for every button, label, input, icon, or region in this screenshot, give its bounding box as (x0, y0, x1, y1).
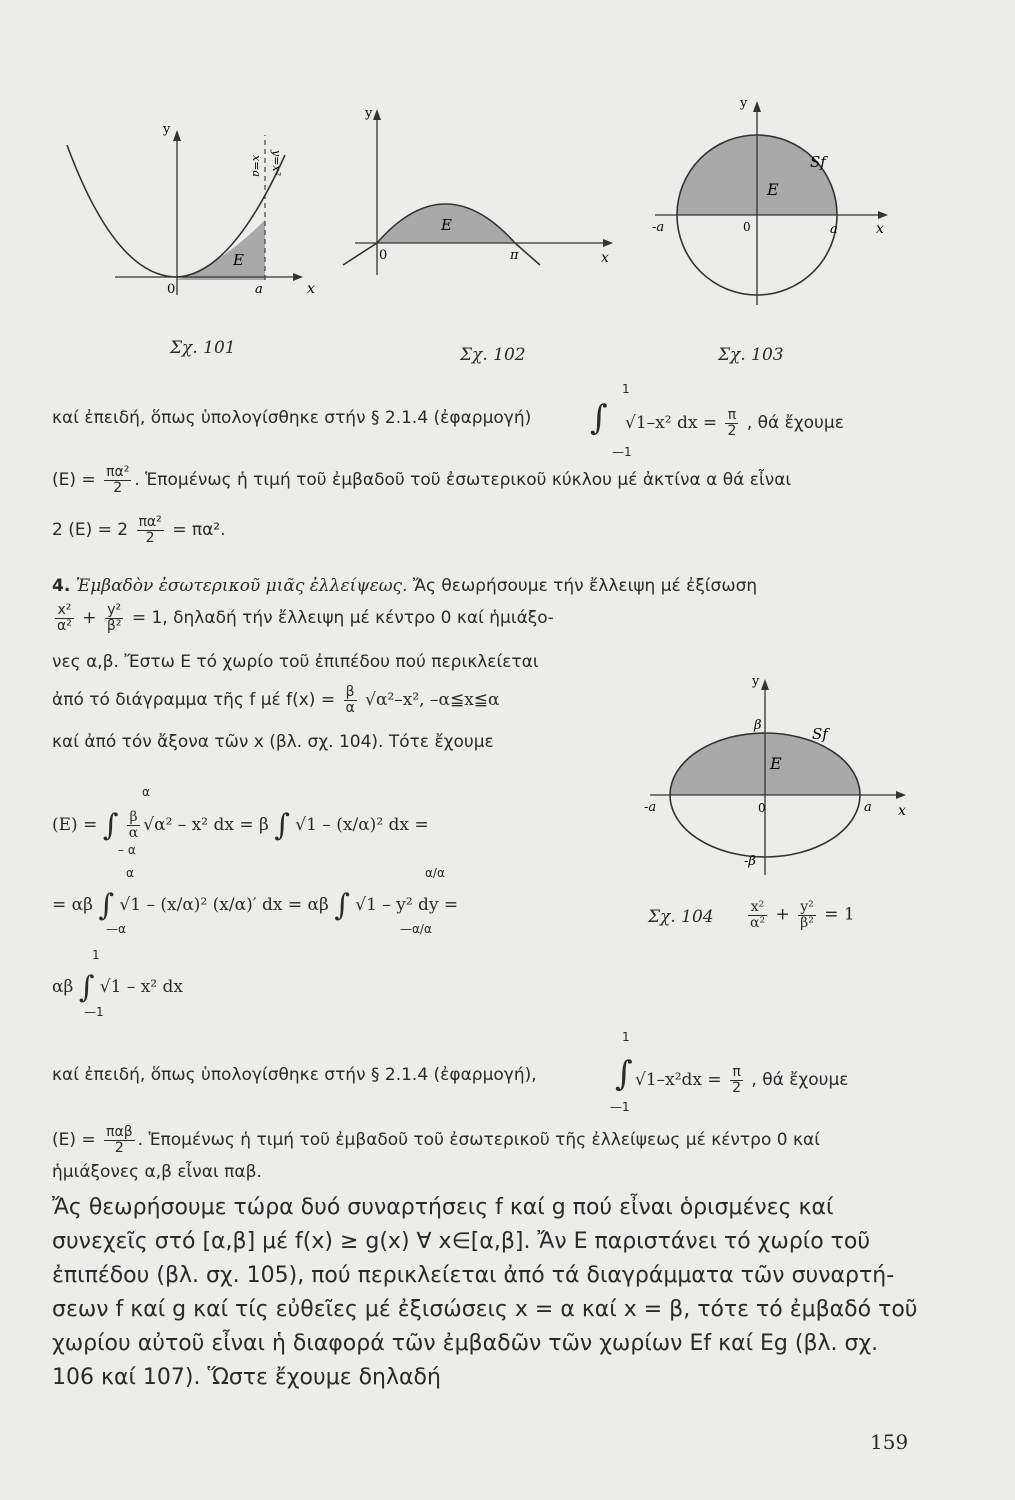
text-line-e3: ἀπό τό διάγραμμα τῆς f μέ f(x) = $\frac{\beta}{\alpha}$ √α²–x², –α≦x≦α (52, 684, 500, 716)
text-line-e4: καί ἀπό τόν ἄξονα τῶν x (βλ. σχ. 104). Τότε ἔχουμε (52, 732, 494, 752)
paragraph-line-4: σεων f καί g καί τίς εὐθεῖες μέ ἐξισώσεις x = α καί x = β, τότε τό ἐμβαδό τοῦ (52, 1297, 918, 1322)
eq2-limit-bottom-2: —α/α (400, 922, 432, 936)
fig103-caption: Σχ. 103 (718, 345, 784, 365)
fig103-curve-label: Sf (810, 153, 826, 171)
fig104-curve-label: Sf (812, 725, 828, 743)
fig104-region: E (770, 754, 782, 773)
eq2-limit-top-1: α (126, 866, 134, 880)
paragraph-line-5: χωρίου αὐτοῦ εἶναι ἡ διαφορά τῶν ἐμβαδῶν τῶν χωρίων Ef καί Eg (βλ. σχ. (52, 1331, 879, 1356)
fig101-line-label: x=a (250, 155, 263, 177)
fig102-pi: π (510, 248, 519, 263)
fig103-y: y (740, 96, 748, 111)
paragraph-line-6: 106 καί 107). Ὥστε ἔχουμε δηλαδή (52, 1365, 441, 1390)
fig103-origin: 0 (743, 220, 751, 234)
fig101-a: a (255, 282, 263, 297)
figure-103 (640, 95, 900, 315)
text-line-e2: νες α,β. Ἔστω E τό χωρίο τοῦ ἐπιπέδου πού περικλείεται (52, 652, 539, 672)
fig102-y: y (365, 106, 373, 121)
figure-102 (335, 95, 625, 295)
fig101-curve-label: y=x² (270, 150, 283, 177)
integral-bottom-1: —1 (612, 445, 632, 459)
fig103-region: E (767, 180, 779, 199)
equation-3: αβ ∫ √1 – x² dx (52, 970, 183, 1005)
equation-2: = αβ ∫ √1 – (x/α)² (x/α)′ dx = αβ ∫ √1 – y² dy = (52, 888, 459, 923)
equation-1: (E) = ∫ $\frac{\beta}{\alpha}$ √α² – x² dx = β ∫ √1 – (x/α)² dx = (52, 808, 429, 843)
integral-sign-1: ∫ (590, 398, 608, 438)
fig103-a: a (830, 222, 838, 237)
text-line-1: καί ἐπειδή, ὅπως ὑπολογίσθηκε στήν § 2.1.4 (ἐφαρμογή) (52, 408, 532, 428)
paragraph-line-3: ἐπιπέδου (βλ. σχ. 105), πού περικλείεται ἀπό τά διαγράμματα τῶν συναρτή- (52, 1263, 895, 1288)
figure-101 (55, 115, 335, 300)
fig104-x: x (898, 803, 906, 819)
fig101-region: E (233, 251, 244, 269)
integral-top-4: 1 (622, 1030, 630, 1044)
fig104-origin: 0 (758, 801, 766, 815)
fig104-neg-a: -a (644, 800, 657, 815)
fig104-a: a (864, 800, 872, 815)
fig103-neg-a: -a (652, 220, 665, 235)
page-number: 159 (870, 1430, 909, 1454)
figure-104 (640, 655, 930, 885)
integral-sign-4: ∫ (615, 1054, 633, 1094)
text-line-4: καί ἐπειδή, ὅπως ὑπολογίσθηκε στήν § 2.1.4 (ἐφαρμογή), (52, 1065, 537, 1085)
fig104-y: y (752, 674, 760, 689)
fig101-caption: Σχ. 101 (170, 338, 236, 358)
fig102-caption: Σχ. 102 (460, 345, 526, 365)
eq3-limit-top: 1 (92, 948, 100, 962)
eq1-limit-top: α (142, 785, 150, 799)
fig102-x: x (601, 250, 609, 266)
fig104-caption: Σχ. 104 (648, 907, 714, 927)
integral-bottom-4: —1 (610, 1100, 630, 1114)
fig104-b: β (754, 718, 762, 733)
region-e-fill (175, 220, 265, 280)
text-line-2: (E) = $\frac{\text{πα²}}{2}$ . Ἑπομένως ἡ τιμή τοῦ ἐμβαδοῦ τοῦ ἐσωτερικοῦ κύκλου μέ ἀκτίνα α θά εἶναι (52, 464, 792, 496)
paragraph-line-1: Ἄς θεωρήσουμε τώρα δυό συναρτήσεις f καί g πού εἶναι ὁρισμένες καί (52, 1195, 834, 1220)
text-line-3: 2 (E) = 2 $\frac{\text{πα²}}{2}$ = πα². (52, 514, 226, 546)
eq1-limit-bottom: – α (118, 843, 136, 857)
fig104-equation: $\frac{\text{x²}}{\text{α²}}$ + $\frac{\text{y²}}{\text{β²}}$ = 1 (750, 899, 855, 931)
fig101-origin: 0 (167, 282, 176, 297)
fig101-x: x (307, 281, 315, 297)
eq3-limit-bottom: —1 (84, 1005, 104, 1019)
eq2-limit-top-2: α/α (425, 866, 445, 880)
fig104-neg-b: -β (744, 854, 756, 869)
paragraph-line-2: συνεχεῖς στό [α,β] μέ f(x) ≥ g(x) ∀ x∈[α,β]. Ἄν E παριστάνει τό χωρίο τοῦ (52, 1229, 871, 1254)
section-heading: 4. Ἐμβαδὸν ἐσωτερικοῦ μιᾶς ἐλλείψεως. Ἄς θεωρήσουμε τήν ἔλλειψη μέ ἐξίσωση (52, 576, 758, 596)
fig103-x: x (876, 221, 884, 237)
integral-top-1: 1 (622, 382, 630, 396)
ellipse-equation-line: $\frac{\text{x²}}{\text{α²}}$ + $\frac{\text{y²}}{\text{β²}}$ = 1, δηλαδή τήν ἔλλειψη μέ κέντρο 0 καί ἡμιάξο- (57, 602, 554, 634)
eq2-limit-bottom-1: —α (106, 922, 126, 936)
text-line-5: (E) = $\frac{\text{παβ}}{2}$ . Ἑπομένως ἡ τιμή τοῦ ἐμβαδοῦ τοῦ ἐσωτερικοῦ τῆς ἐλλείψεως μέ κέντρο 0 καί (52, 1124, 820, 1156)
fig102-origin: 0 (379, 248, 388, 263)
text-line-4b: √1–x²dx = $\frac{\pi}{2}$ , θά ἔχουμε (635, 1064, 849, 1096)
fig102-region: E (441, 216, 452, 234)
text-line-6: ἡμιάξονες α,β εἶναι παβ. (52, 1162, 262, 1182)
fig101-y: y (163, 122, 171, 137)
text-line-1b: √1–x² dx = $\frac{\pi}{2}$ , θά ἔχουμε (625, 407, 844, 439)
